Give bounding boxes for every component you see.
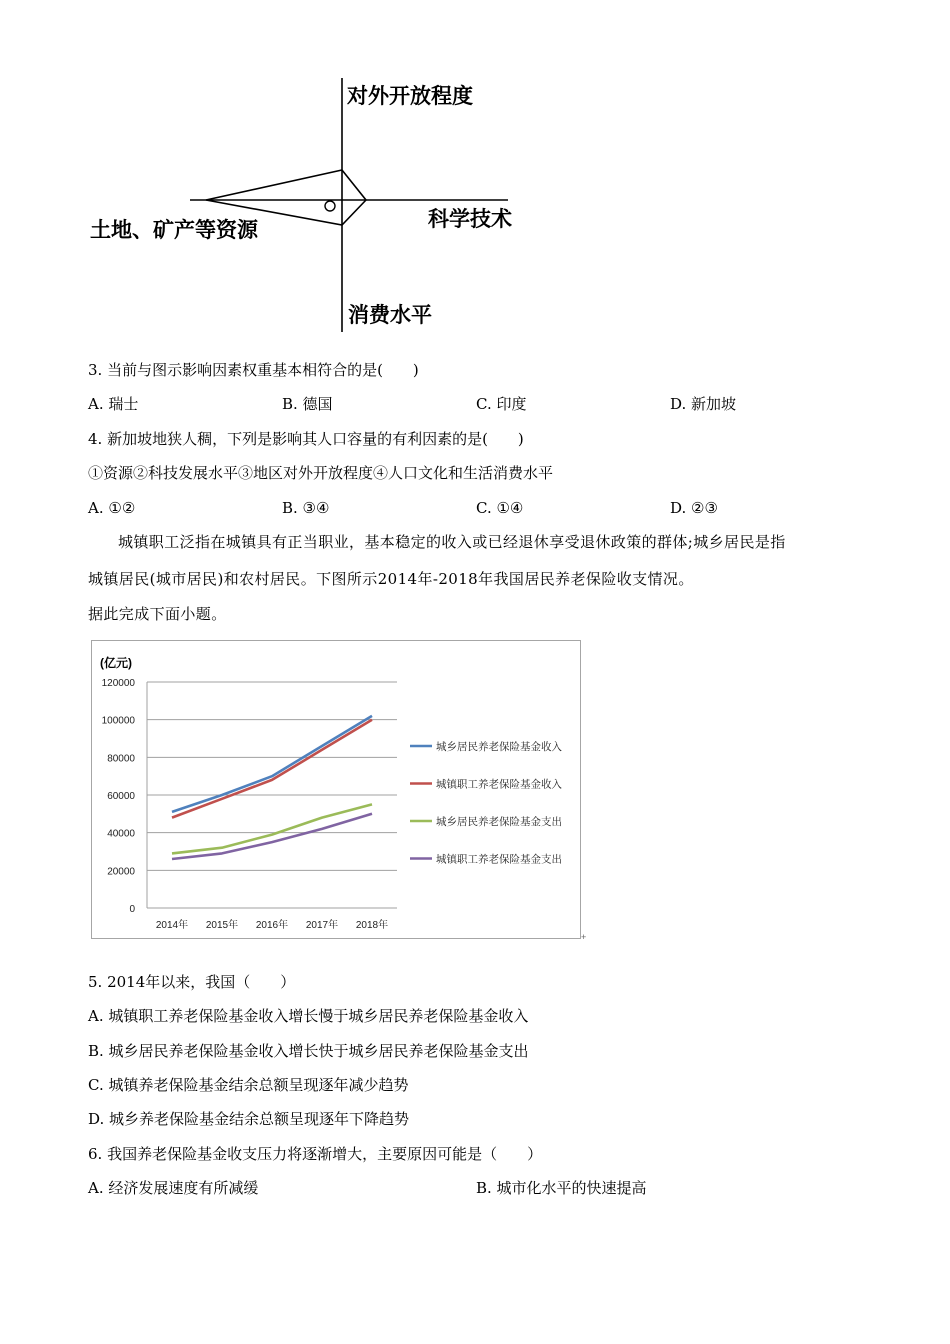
axis-label-consumption: 消费水平 <box>348 303 432 327</box>
question-6-option-a[interactable]: A. 经济发展速度有所减缓 <box>88 1179 259 1197</box>
legend-label: 城乡居民养老保险基金收入 <box>436 741 562 753</box>
question-3-option-a[interactable]: A. 瑞士 <box>88 395 139 413</box>
legend-label: 城乡居民养老保险基金支出 <box>436 816 562 828</box>
chart-unit-label: (亿元) <box>100 656 132 670</box>
y-tick-label: 0 <box>129 904 135 915</box>
question-4-option-b[interactable]: B. ③④ <box>282 499 330 517</box>
question-5-option-c[interactable]: C. 城镇养老保险基金结余总额呈现逐年减少趋势 <box>88 1076 409 1094</box>
series-line <box>172 814 372 859</box>
axis-label-technology: 科学技术 <box>428 207 512 231</box>
question-3-option-c[interactable]: C. 印度 <box>476 395 527 413</box>
series-line <box>172 716 372 812</box>
series-line <box>172 804 372 853</box>
x-tick-label: 2017年 <box>305 920 339 931</box>
y-tick-label: 80000 <box>107 753 135 765</box>
x-tick-label: 2016年 <box>255 920 289 931</box>
passage-line-3: 据此完成下面小题。 <box>88 605 227 623</box>
question-5-option-d[interactable]: D. 城乡养老保险基金结余总额呈现逐年下降趋势 <box>88 1110 410 1128</box>
legend-label: 城镇职工养老保险基金收入 <box>436 778 562 791</box>
pension-line-chart <box>91 640 581 939</box>
question-4-stem: 4. 新加坡地狭人稠，下列是影响其人口容量的有利因素的是( ) <box>88 430 524 448</box>
question-4-factors: ①资源②科技发展水平③地区对外开放程度④人口文化和生活消费水平 <box>88 464 554 482</box>
axis-label-openness: 对外开放程度 <box>347 84 473 108</box>
y-tick-label: 100000 <box>101 715 135 727</box>
y-tick-label: 40000 <box>107 828 135 840</box>
question-3-option-b[interactable]: B. 德国 <box>282 395 333 413</box>
question-4-option-c[interactable]: C. ①④ <box>476 499 524 517</box>
x-tick-label: 2015年 <box>205 920 239 931</box>
question-6-stem: 6. 我国养老保险基金收支压力将逐渐增大，主要原因可能是（ ） <box>88 1145 543 1163</box>
question-3-option-d[interactable]: D. 新加坡 <box>670 395 737 413</box>
anchor-mark: + <box>581 932 587 942</box>
question-5-stem: 5. 2014年以来，我国（ ） <box>88 973 296 991</box>
axis-label-resources: 土地、矿产等资源 <box>90 218 258 242</box>
passage-line-2: 城镇居民(城市居民)和农村居民。下图所示2014年-2018年我国居民养老保险收支情况。 <box>88 570 694 588</box>
question-6-option-b[interactable]: B. 城市化水平的快速提高 <box>476 1179 647 1197</box>
question-5-option-a[interactable]: A. 城镇职工养老保险基金收入增长慢于城乡居民养老保险基金收入 <box>88 1007 529 1025</box>
x-tick-label: 2014年 <box>155 920 189 931</box>
question-5-option-b[interactable]: B. 城乡居民养老保险基金收入增长快于城乡居民养老保险基金支出 <box>88 1042 529 1060</box>
legend-label: 城镇职工养老保险基金支出 <box>436 853 562 866</box>
y-tick-label: 60000 <box>107 791 135 802</box>
passage-line-1: 城镇职工泛指在城镇具有正当职业，基本稳定的收入或已经退休享受退休政策的群体;城乡居民是指 <box>118 533 786 551</box>
question-4-option-a[interactable]: A. ①② <box>88 499 136 517</box>
y-tick-label: 120000 <box>101 678 135 689</box>
chart-canvas <box>92 641 582 940</box>
question-4-option-d[interactable]: D. ②③ <box>670 499 718 517</box>
x-tick-label: 2018年 <box>355 920 389 931</box>
y-tick-label: 20000 <box>107 866 135 878</box>
factor-weight-diagram <box>80 70 530 340</box>
question-3-stem: 3. 当前与图示影响因素权重基本相符合的是( ) <box>88 361 419 379</box>
